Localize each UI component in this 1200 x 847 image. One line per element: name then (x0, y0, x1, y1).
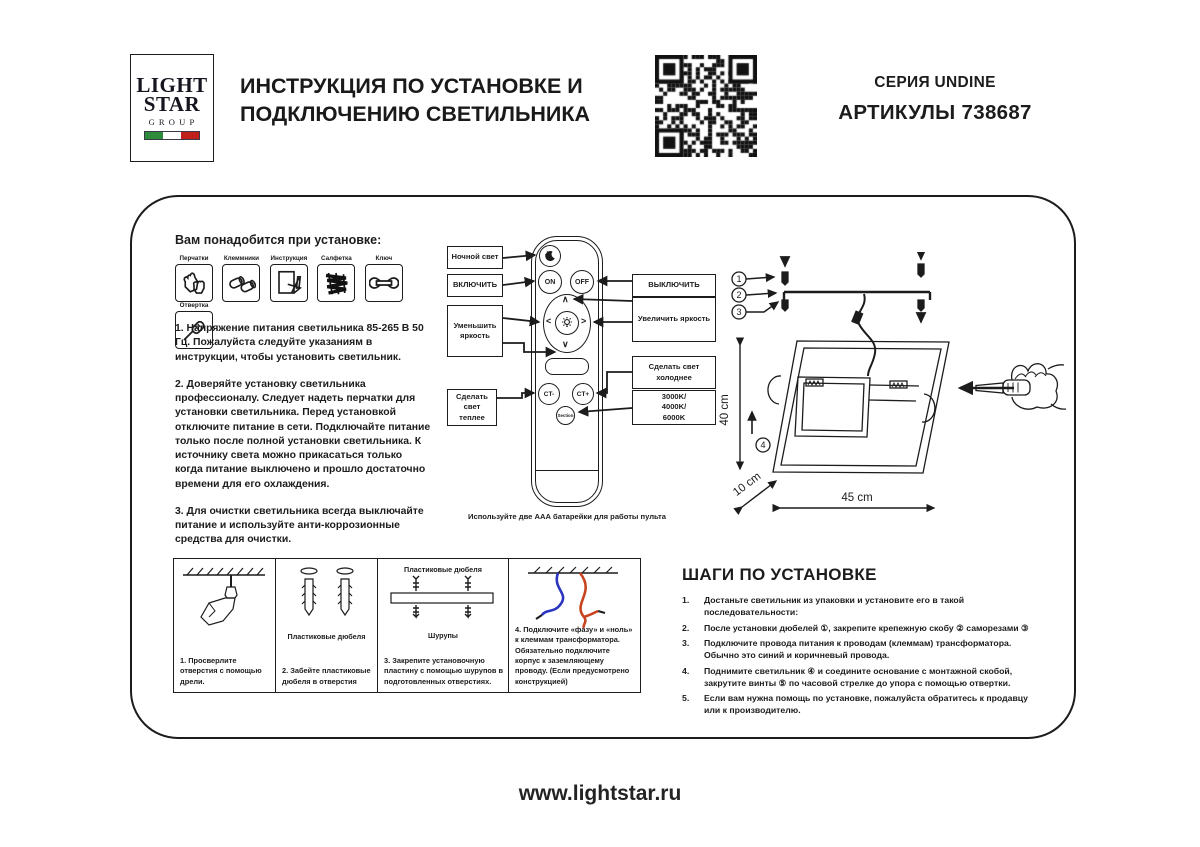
callout-night-light (447, 246, 503, 269)
install-steps-heading: ШАГИ ПО УСТАНОВКЕ (682, 565, 877, 584)
step-text: Если вам нужна помощь по установке, пожалуйста обратитесь к продавцу или к производителю. (704, 693, 1028, 715)
panel-drill (174, 559, 276, 692)
series-block (790, 74, 1080, 125)
warnings-text (175, 322, 431, 561)
callout-turn-on (447, 274, 503, 297)
ct-minus-label: CT- (543, 390, 555, 398)
page-title-line1: ИНСТРУКЦИЯ ПО УСТАНОВКЕ И (240, 74, 583, 98)
article-number: АРТИКУЛЫ 738687 (838, 101, 1032, 124)
series-label: СЕРИЯ UNDINE (874, 74, 996, 91)
logo-star: STAR (143, 92, 201, 116)
remote-control (531, 236, 603, 507)
pill-button[interactable] (545, 358, 589, 375)
step-text: Поднимите светильник ④ и соедините основание с монтажной скобой, закрутите винты ⑤ по часовой стрелке до упора с помощью отвертки. (704, 665, 1013, 688)
tool-clamps (222, 255, 260, 302)
fixture-callout-3: 3 (736, 307, 742, 317)
dim-height-label: 40 cm (719, 394, 731, 426)
gloves-icon (175, 264, 213, 302)
manual-icon (270, 264, 308, 302)
fixture-callout-4: 4 (760, 440, 766, 450)
tool-wrench (365, 255, 403, 302)
kelvin-3000: 3000K/ (661, 392, 687, 402)
panel1-text: 1. Просверлите отверстия с помощью дрели. (180, 655, 262, 686)
off-button[interactable] (570, 270, 594, 294)
tool-label: Салфетка (321, 255, 352, 262)
warning-3: 3. Для очистки светильника всегда выключайте питание и используйте анти-коррозионные средства для очистки. (175, 505, 424, 546)
step-text: Достаньте светильник из упаковки и установите его в такой последовательности: (704, 595, 965, 617)
callout-night-text: Ночной свет (451, 252, 499, 262)
napkin-icon (317, 264, 355, 302)
arrow-right-icon: > (581, 316, 587, 326)
step-number: 5. (682, 693, 690, 703)
dowels-icon (281, 565, 371, 627)
warning-1: 1. Напряжение питания светильника 85-265 В 50 Гц. Пожалуйста следуйте указаниям в инструкции, чтобы установить светильник. (175, 323, 424, 363)
tools-heading: Вам понадобится при установке: (175, 233, 382, 247)
tool-label: Перчатки (179, 255, 209, 262)
tool-label: Ключ (375, 255, 393, 262)
qr-code (655, 55, 757, 157)
step-text: Подключите провода питания к проводам (клеммам) трансформатора. Обычно это синий и коричневый провода. (704, 638, 1012, 660)
dim-depth-label: 10 cm (731, 470, 764, 499)
fixture-callout-1: 1 (736, 274, 742, 284)
callout-brighten (632, 297, 716, 342)
italian-flag-icon (144, 131, 200, 140)
ct-plus-label: CT+ (576, 390, 590, 398)
warning-2: 2. Доверяйте установку светильника профессионалу. Следует надеть перчатки для установки светильника. Перед установкой отключите питание в сети. Подключайте питание только после полной установки светильника. К источнику света можно прикасаться только когда питание выключено и прошло достаточно времени для его охлаждения. (175, 378, 431, 490)
panel2-text: 2. Забейте пластиковые дюбеля в отверстия (282, 666, 371, 686)
callout-warmer (447, 389, 497, 426)
website-url: www.lightstar.ru (518, 782, 682, 805)
panel3-label-mid: Шурупы (428, 631, 458, 640)
tool-gloves (175, 255, 213, 302)
install-step (682, 692, 1034, 716)
clamps-icon (222, 264, 260, 302)
callout-on-text: ВКЛЮЧИТЬ (452, 280, 498, 290)
callout-off-text: ВЫКЛЮЧИТЬ (648, 280, 700, 290)
step-text: После установки дюбелей ①, закрепите крепежную скобу ② саморезами ③ (704, 622, 1029, 633)
panel-dowels (276, 559, 378, 692)
callout-dim (447, 305, 503, 357)
arrow-down-icon: ∨ (562, 339, 569, 349)
off-button-label: OFF (575, 278, 589, 286)
step-number: 1. (682, 595, 690, 605)
brightness-center-button[interactable] (555, 311, 579, 335)
install-step (682, 637, 1034, 661)
fixture-diagram (718, 252, 1066, 532)
tool-label: Отвертка (179, 302, 209, 309)
callout-turn-off (632, 274, 716, 297)
install-step (682, 622, 1034, 634)
callout-kelvin (632, 390, 716, 425)
wires-icon (514, 565, 632, 631)
moon-icon (544, 250, 556, 262)
callout-colder-text: Сделать свет холоднее (648, 362, 700, 382)
on-button[interactable] (538, 270, 562, 294)
callout-warmer-text: Сделать свет теплее (456, 392, 488, 422)
section-label: Section (557, 413, 574, 418)
remote-bottom-line (536, 470, 598, 471)
arrow-left-icon: < (546, 316, 552, 326)
tool-label: Клеммники (223, 255, 260, 262)
drill-icon (179, 565, 269, 637)
panel2-label: Пластиковые дюбеля (287, 632, 366, 641)
tool-label: Инструкция (270, 255, 308, 262)
arrow-up-icon: ∧ (562, 294, 569, 304)
mounting-plate-icon (383, 574, 501, 626)
panel4-text: 4. Подключите «фазу» и «ноль» к клеммам трансформатора. Обязательно подключите корпус к заземляющему проводу. (Если предусмотрено конструкцией) (515, 624, 633, 686)
section-button[interactable] (556, 406, 575, 425)
bulb-icon (560, 316, 574, 330)
panel3-label-top: Пластиковые дюбеля (404, 565, 482, 574)
step-number: 2. (682, 622, 690, 633)
panel-plate (378, 559, 509, 692)
installation-panels (173, 558, 641, 693)
page-title (240, 72, 660, 129)
callout-colder (632, 356, 716, 389)
lightstar-logo (130, 54, 214, 162)
remote-caption: Используйте две ААА батарейки для работы пульта (468, 512, 666, 521)
panel3-text: 3. Закрепите установочную пластину с помощью шурупов в подготовленных отверстиях. (384, 655, 504, 686)
step-number: 3. (682, 638, 690, 648)
on-button-label: ON (544, 278, 556, 286)
logo-group: GROUP (148, 117, 199, 128)
callout-dim-text: Уменьшить яркость (453, 320, 497, 340)
night-light-button[interactable] (539, 245, 561, 267)
tool-manual (270, 255, 308, 302)
logo-light: LIGHT (136, 72, 208, 97)
callout-brighten-text: Увеличить яркость (637, 314, 711, 324)
panel-wires (509, 559, 640, 692)
ct-minus-button[interactable] (538, 383, 560, 405)
install-step (682, 594, 1034, 618)
ct-plus-button[interactable] (572, 383, 594, 405)
page-title-line2: ПОДКЛЮЧЕНИЮ СВЕТИЛЬНИКА (240, 102, 591, 127)
install-steps-list (682, 594, 1034, 720)
kelvin-6000: 6000K (662, 412, 686, 422)
install-step (682, 665, 1034, 689)
fixture-callout-2: 2 (736, 290, 742, 300)
wrench-icon (365, 264, 403, 302)
tool-napkin (317, 255, 355, 302)
kelvin-4000: 4000K/ (661, 402, 687, 412)
step-number: 4. (682, 665, 690, 676)
dim-width-label: 45 cm (841, 492, 873, 504)
